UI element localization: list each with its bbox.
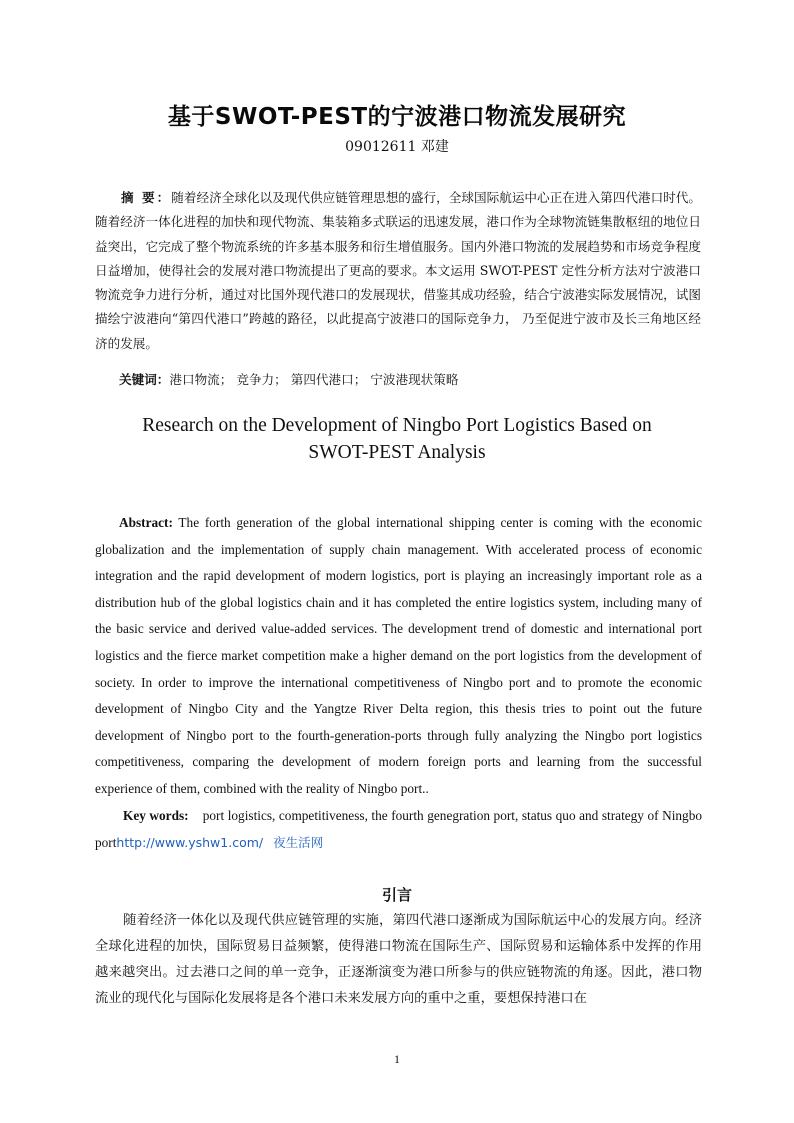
english-keywords-label: Key words: — [123, 808, 189, 823]
english-keywords-text: port logistics, competitiveness, the fourth genegration port, status quo and strategy of Ningbo port — [95, 808, 703, 850]
english-abstract-label: Abstract: — [119, 515, 173, 530]
author-line: 09012611 邓建 — [345, 139, 449, 155]
chinese-keywords-text: 港口物流； 竞争力； 第四代港口； 宁波港现状策略 — [169, 372, 459, 387]
website-name: 夜生活网 — [273, 834, 324, 850]
chinese-abstract-text: 随着经济全球化以及现代供应链管理思想的盛行，全球国际航运中心正在进入第四代港口时代。随着经济一体化进程的加快和现代物流、集装箱多式联运的迅速发展，港口作为全球物流链集散枢纽的地位日益突出，它完成了整个物流系统的许多基本服务和衍生增值服务。国内外港口物流的发展趋势和市场竞争程度日益增加，使得社会的发展对港口物流提出了更高的要求。本文运用 SWOT-PEST 定性分析方法对宁波港口物流竞争力进行分析，通过对比国外现代港口的发展现状，借鉴其成功经验，结合宁波港实际发展情况，试图描绘宁波港向“第四代港口”跨越的路径，以此提高宁波港口的国际竞争力， 乃至促进宁波市及长三角地区经济的发展。 — [95, 190, 701, 351]
page-number: 1 — [394, 1052, 400, 1066]
chinese-abstract-label: 摘 要： — [121, 190, 172, 205]
introduction-text: 随着经济一体化以及现代供应链管理的实施，第四代港口逐渐成为国际航运中心的发展方向。经济全球化进程的加快，国际贸易日益频繁，使得港口物流在国际生产、国际贸易和运输体系中发挥的作用越来越突出。过去港口之间的单一竞争，正逐渐演变为港口所参与的供应链物流的角逐。因此，港口物流业的现代化与国际化发展将是各个港口未来发展方向的重中之重，要想保持港口在 — [95, 913, 702, 1006]
introduction-paragraph — [95, 908, 702, 1012]
english-abstract-text: The forth generation of the global international shipping center is coming with the economic globalization and the implementation of supply chain management. With accelerated process of economic integration and the rapid development of modern logistics, port is playing an increasingly important role as a distribution hub of the global logistics chain and it has completed the entire logistics system, including many of the basic service and derived value-added services. The development trend of domestic and international port logistics and the fierce market competition make a higher demand on the port logistics from the development of society. In order to improve the international competitiveness of Ningbo port and to promote the economic development of Ningbo City and the Yangtze River Delta region, this thesis tries to point out the future development of Ningbo port to the fourth-generation-ports through fully analyzing the Ningbo port logistics competitiveness, comparing the development of modern foreign ports and learning from the successful experience of them, combined with the reality of Ningbo port.. — [95, 515, 702, 796]
english-keywords — [95, 803, 702, 856]
chinese-abstract — [95, 186, 701, 356]
introduction-heading: 引言 — [381, 886, 412, 904]
english-title-line-2: SWOT-PEST Analysis — [308, 442, 486, 463]
english-title-line-1: Research on the Development of Ningbo Port Logistics Based on — [142, 415, 652, 436]
english-title — [0, 412, 794, 466]
chinese-title: 基于SWOT-PEST的宁波港口物流发展研究 — [167, 104, 627, 130]
english-abstract — [95, 510, 702, 803]
chinese-keywords-label: 关键词： — [119, 372, 170, 387]
chinese-keywords — [119, 370, 701, 390]
website-link[interactable]: http://www.yshw1.com/ — [116, 834, 264, 850]
